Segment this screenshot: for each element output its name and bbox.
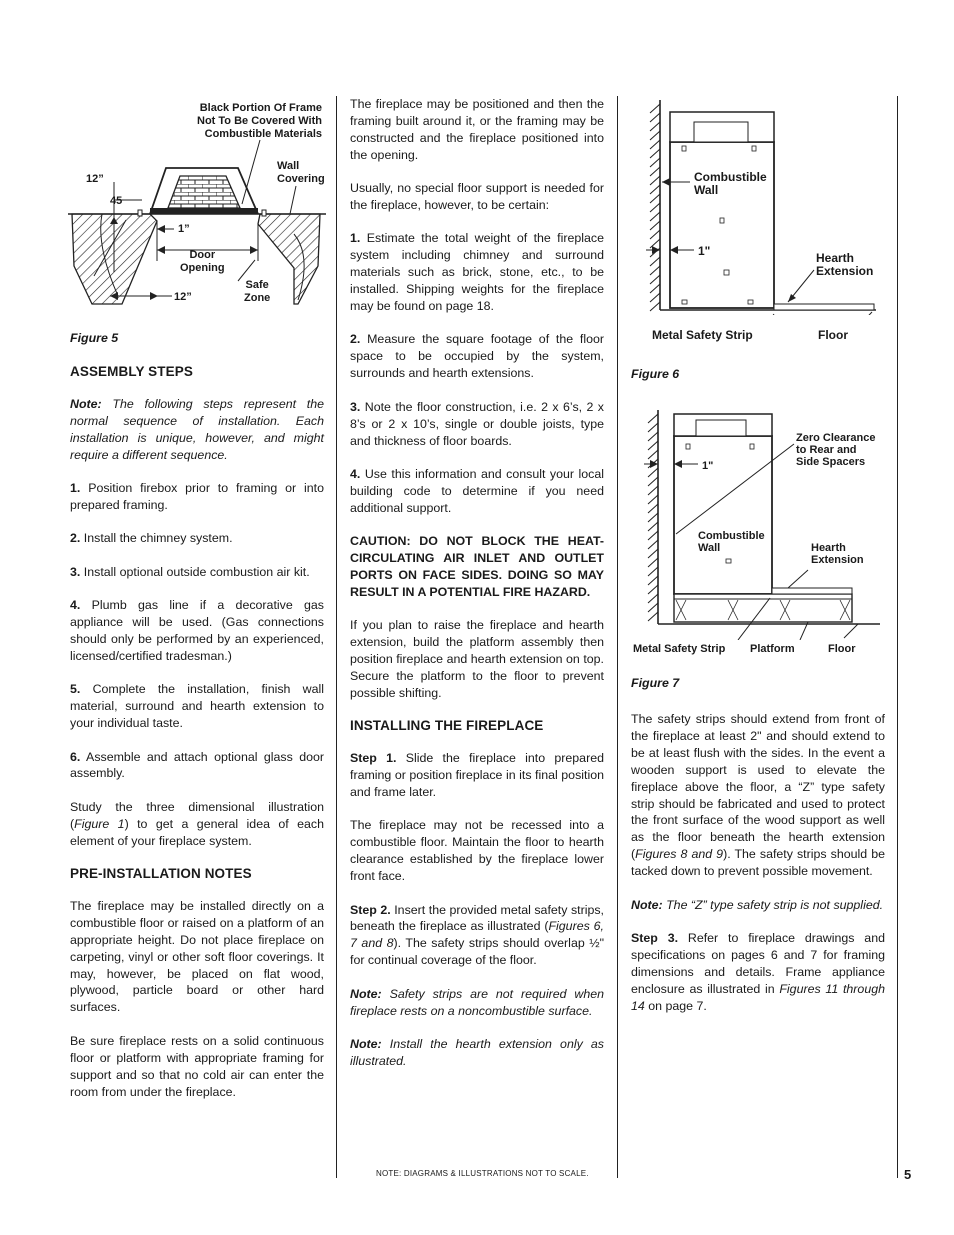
figure-6-caption: Figure 6 bbox=[631, 367, 680, 381]
assembly-step-5: 5. Complete the installation, finish wall material, surround and hearth extension to your individual taste. bbox=[70, 682, 324, 731]
assembly-steps-heading: ASSEMBLY STEPS bbox=[70, 364, 193, 379]
support-item-4: 4. Use this information and consult your local building code to determine if you need additional support. bbox=[350, 466, 604, 515]
recess-paragraph: The fireplace may not be recessed into a combustible floor. Maintain the floor to hearth clearance established by the fireplace lower front face. bbox=[350, 818, 604, 884]
pre-installation-p2: Be sure fireplace rests on a solid continuous floor or platform with appropriate framing for support and so that no cold air can enter the room from under the fireplace. bbox=[70, 1033, 324, 1099]
column-2 bbox=[350, 96, 604, 1086]
col2-p1: The fireplace may be positioned and then the framing built around it, or the framing may be constructed and the fireplace positioned into the opening. bbox=[350, 97, 604, 162]
fig6-label-floor: Floor bbox=[818, 328, 848, 342]
assembly-step-4: 4. Plumb gas line if a decorative gas appliance will be used. (Gas connections should only be performed by an experienced, licensed/certified tradesman.) bbox=[70, 598, 324, 663]
assembly-step-1: 1. Position firebox prior to framing or into prepared framing. bbox=[70, 481, 324, 512]
figure-6-diagram bbox=[628, 100, 886, 315]
fig5-label-1in: 1” bbox=[178, 223, 190, 235]
pre-installation-p1: The fireplace may be installed directly on a combustible floor or raised on a platform of an appropriate height. Do not place fireplace on carpeting, vinyl or other soft floor coverings. It may, however, be placed on flat wood, plywood, particle board or other hard surfaces. bbox=[70, 898, 324, 1015]
fig7-label-combustible-wall: Combustible Wall bbox=[698, 530, 765, 554]
assembly-step-6: 6. Assemble and attach optional glass door assembly. bbox=[70, 749, 324, 781]
column-rule-left bbox=[336, 96, 337, 1178]
footer-note: NOTE: DIAGRAMS & ILLUSTRATIONS NOT TO SCALE. bbox=[376, 1169, 589, 1178]
column-3 bbox=[631, 711, 885, 1031]
fig6-label-1in: 1" bbox=[698, 244, 711, 258]
safety-strips-paragraph: The safety strips should extend from front of the fireplace at least 2" and should extend to be at least flush with the sides. In the event a wooden support is used to elevate the fireplace above the floor, a “Z” type safety strip should be fabricated and used to protect the front surface of the wood support as well as the floor beneath the hearth extension (Figures 8 and 9). The safety strips should be tacked down to prevent possible movement. bbox=[631, 712, 885, 879]
platform-paragraph: If you plan to raise the fireplace and hearth extension, build the platform assembly then position fireplace and hearth extension on top. Secure the platform to the floor to prevent possible shifting. bbox=[350, 618, 604, 700]
fig6-label-metal-safety-strip: Metal Safety Strip bbox=[652, 328, 753, 342]
assembly-step-3: 3. Install optional outside combustion air kit. bbox=[70, 564, 310, 579]
note-safety-strips: Note: Safety strips are not required when fireplace rests on a noncombustible surface. bbox=[350, 986, 604, 1018]
figure-7-caption: Figure 7 bbox=[631, 676, 680, 690]
fig7-label-floor: Floor bbox=[828, 643, 856, 655]
column-rule-right bbox=[897, 96, 898, 1178]
fig5-label-12-bottom: 12” bbox=[174, 291, 192, 303]
installing-heading: INSTALLING THE FIREPLACE bbox=[350, 718, 544, 734]
column-1 bbox=[70, 364, 324, 1117]
assembly-note: Note: The following steps represent the normal sequence of installation. Each installation is unique, however, and might require a different sequence. bbox=[70, 396, 324, 462]
fig6-label-hearth-extension: Hearth Extension bbox=[816, 251, 874, 278]
step-1: Step 1. Slide the fireplace into prepared framing or position fireplace in its final position and frame later. bbox=[350, 751, 604, 799]
col2-p2: Usually, no special floor support is needed for the fireplace, however, to be certain: bbox=[350, 181, 604, 213]
step-2: Step 2. Insert the provided metal safety strips, beneath the fireplace as illustrated (Figures 6, 7 and 8). The safety strips should overlap ½" for continual coverage of the floor. bbox=[350, 902, 604, 968]
support-item-2: 2. Measure the square footage of the floor space to be occupied by the system, surrounds and hearth extensions. bbox=[350, 332, 604, 381]
fig7-label-platform: Platform bbox=[750, 643, 795, 655]
fig5-label-12-top: 12” bbox=[86, 173, 104, 185]
fig6-label-combustible-wall: Combustible Wall bbox=[694, 170, 767, 197]
fig5-label-wall-covering: Wall Covering bbox=[277, 160, 325, 185]
fig7-label-hearth-extension: Hearth Extension bbox=[811, 542, 864, 566]
figure-5-caption: Figure 5 bbox=[70, 331, 119, 345]
z-strip-note: Note: The “Z” type safety strip is not supplied. bbox=[631, 897, 884, 912]
note-hearth: Note: Install the hearth extension only as illustrated. bbox=[350, 1036, 604, 1068]
fig5-label-safe-zone: Safe Zone bbox=[244, 279, 271, 304]
support-item-1: 1. Estimate the total weight of the fireplace system including chimney and surround materials such as brick, stone, etc., to be installed. Shipping weights for the fireplace may be found on page 18. bbox=[350, 231, 604, 314]
fig5-label-black-portion: Black Portion Of Frame Not To Be Covered With Combustible Materials bbox=[197, 102, 322, 140]
fig7-label-zero-clearance: Zero Clearance to Rear and Side Spacers bbox=[796, 432, 876, 468]
fig7-label-1in: 1" bbox=[702, 460, 714, 472]
fig5-label-door-opening: Door Opening bbox=[180, 249, 225, 274]
column-rule-middle bbox=[617, 96, 618, 1178]
assembly-step-2: 2. Install the chimney system. bbox=[70, 531, 233, 546]
page-number: 5 bbox=[904, 1167, 912, 1182]
pre-installation-heading: PRE-INSTALLATION NOTES bbox=[70, 866, 252, 882]
study-paragraph: Study the three dimensional illustration (Figure 1) to get a general idea of each element of your fireplace system. bbox=[70, 799, 324, 848]
support-item-3: 3. Note the floor construction, i.e. 2 x 6’s, 2 x 8’s or 2 x 10’s, single or double joists, type and thickness of floor boards. bbox=[350, 399, 604, 448]
fig7-label-metal-safety-strip: Metal Safety Strip bbox=[633, 643, 726, 655]
step-3: Step 3. Refer to fireplace drawings and specifications on pages 6 and 7 for framing dimensions and details. Frame appliance enclosure as illustrated in Figures 11 through 14 on page 7. bbox=[631, 930, 885, 1013]
fig5-label-45: 45 bbox=[110, 195, 123, 207]
caution-text: CAUTION: DO NOT BLOCK THE HEAT-CIRCULATING AIR INLET AND OUTLET PORTS ON FACE SIDES. DOING SO MAY RESULT IN A POTENTIAL FIRE HAZARD. bbox=[350, 534, 604, 599]
